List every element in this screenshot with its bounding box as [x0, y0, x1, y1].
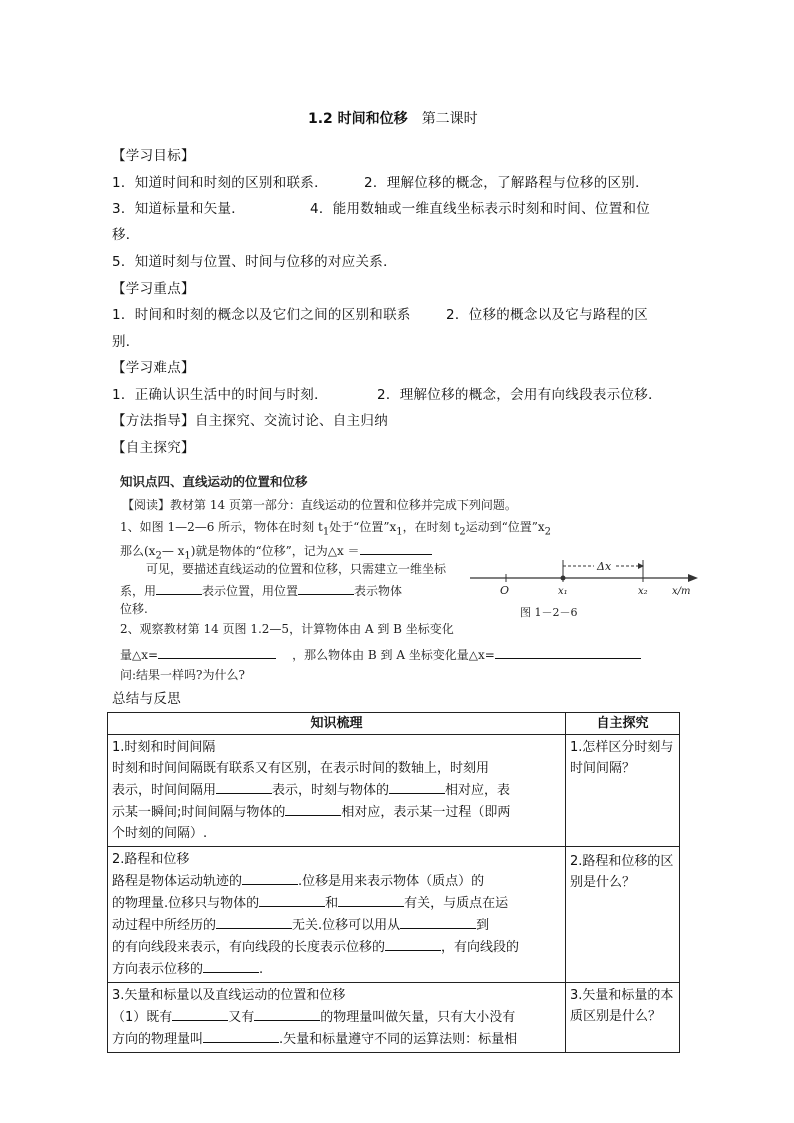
question-1-line-5: 位移. [120, 602, 148, 616]
knowledge-point-title: 知识点四、直线运动的位置和位移 [120, 474, 308, 489]
question-2-line-1: 2、观察教材第 14 页图 1.2—5，计算物体由 A 到 B 坐标变化 [120, 622, 454, 636]
row-1-question: 1.怎样区分时刻与时间间隔？ [566, 735, 680, 847]
row-1-content: 1.时刻和时间间隔 时刻和时间间隔既有联系又有区别，在表示时间的数轴上，时刻用 表示，时间间隔用 表示，时刻与物体的 相对应，表 示某一瞬间;时间间隔与物体的 相对应，表示某一过程（即两 个时刻的间隔）. [108, 735, 566, 847]
table-row [108, 983, 680, 1053]
goal-1: 1．知道时间和时刻的区别和联系． [112, 175, 328, 191]
row-2-content: 2.路程和位移 路程是物体运动轨迹的 .位移是用来表示物体（质点）的 的物理量.位移只与物体的 和 有关，与质点在运 动过程中所经历的 无关.位移可以用从 到 的有向线段来表示，有向线段的长度表示位移的 ，有向线段的 方向表示位移的 . [108, 847, 566, 983]
goal-3: 3．知道标量和矢量． [112, 201, 246, 217]
figure-number-line [466, 546, 706, 626]
question-1-line-1: 1、如图 1—2—6 所示，物体在时刻 $t_1$处于“位置$”x_1$，在时刻 $t_2$运动到“位置$”x_2$ [120, 520, 552, 538]
row-3-content: 3.矢量和标量以及直线运动的位置和位移 （1）既有 又有 的物理量叫做矢量，只有大小没有 方向的物理量叫 .矢量和标量遵守不同的运算法则：标量相 [108, 983, 566, 1053]
goal-4-cont: 移． [112, 227, 140, 243]
goal-4: 4．能用数轴或一维直线坐标表示时刻和时间、位置和位 [310, 201, 651, 217]
page-title [308, 108, 478, 128]
difficulty-heading: 【学习难点】 [112, 360, 195, 376]
fig-origin-label: O [500, 584, 510, 597]
difficulty-2: 2．理解位移的概念，会用有向线段表示位移． [377, 387, 662, 403]
question-1-line-3: 可见，要描述直线运动的位置和位移，只需建立一维坐标 [146, 562, 447, 576]
title-sub: 第二课时 [421, 111, 478, 127]
row-2-question: 2.路程和位移的区别是什么？ [566, 847, 680, 983]
difficulty-1: 1．正确认识生活中的时间与时刻． [112, 387, 328, 403]
summary-table [107, 712, 680, 1053]
explore-heading: 【自主探究】 [112, 440, 195, 456]
summary-heading: 总结与反思 [112, 691, 181, 707]
focus-2: 2．位移的概念以及它与路程的区 [446, 307, 649, 323]
question-2-line-3: 问:结果一样吗?为什么? [120, 668, 245, 682]
fig-axis-label: x/m [672, 586, 691, 597]
fig-x2-label: x₂ [638, 586, 648, 597]
focus-heading: 【学习重点】 [112, 281, 195, 297]
position-change-blank[interactable] [298, 580, 354, 595]
focus-2-cont: 别． [112, 334, 140, 350]
delta-x-ab-blank[interactable] [158, 644, 276, 659]
goal-5: 5．知道时刻与位置、时间与位移的对应关系． [112, 254, 397, 270]
question-2-line-2: 量△x= ，那么物体由 B 到 A 坐标变化量△x= [120, 644, 641, 663]
table-header-knowledge: 知识梳理 [108, 713, 566, 735]
table-row [108, 735, 680, 847]
displacement-blank[interactable] [360, 540, 432, 555]
table-header-explore: 自主探究 [566, 713, 680, 735]
goals-heading: 【学习目标】 [112, 148, 195, 164]
question-1-line-4: 系，用 表示位置，用位置 表示物体 [120, 580, 402, 599]
method-line [112, 410, 388, 432]
reading-instruction: 【阅读】教材第 14 页第一部分：直线运动的位置和位移并完成下列问题。 [122, 498, 517, 512]
delta-x-ba-blank[interactable] [495, 644, 641, 659]
fig-caption: 图 1－2－6 [520, 606, 578, 619]
title-main: 1.2 时间和位移 [308, 111, 408, 127]
focus-1: 1．时间和时刻的概念以及它们之间的区别和联系 [112, 307, 411, 323]
row-3-question: 3.矢量和标量的本质区别是什么？ [566, 983, 680, 1053]
table-row [108, 847, 680, 983]
fig-x1-label: x₁ [558, 586, 568, 597]
method-text: 自主探究、交流讨论、自主归纳 [194, 413, 389, 429]
method-heading: 【方法指导】 [112, 413, 195, 429]
goal-2: 2．理解位移的概念，了解路程与位移的区别． [364, 175, 649, 191]
table-header-row [108, 713, 680, 735]
position-blank[interactable] [156, 580, 202, 595]
question-1-line-2: 那么($x_2—$ $x_1$)就是物体的“位移”，记为△x ＝ [120, 540, 432, 561]
fig-delta-label: Δx [597, 560, 612, 573]
